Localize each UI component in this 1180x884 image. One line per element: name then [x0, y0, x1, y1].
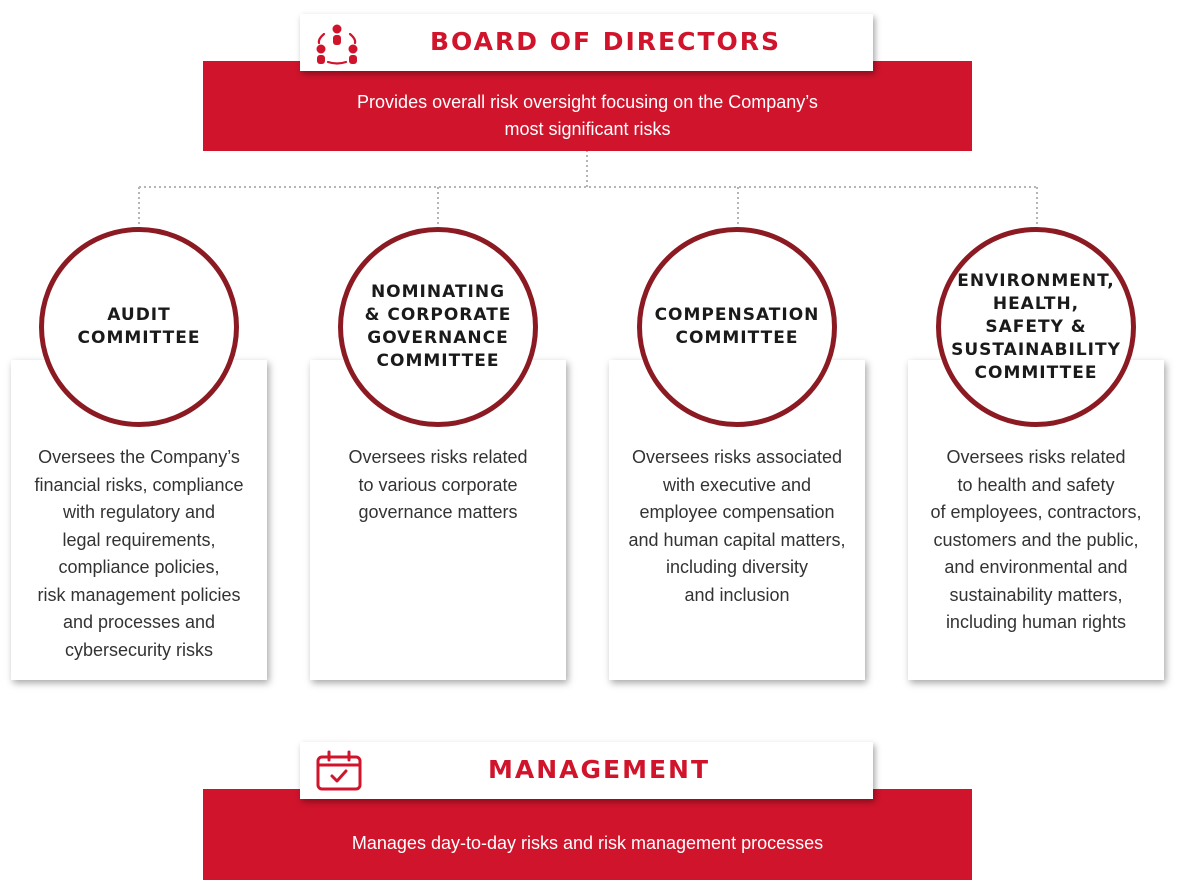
committee-description: Oversees risks related to various corporate governance matters — [348, 447, 528, 522]
committee-name: ENVIRONMENT, HEALTH, SAFETY & SUSTAINABILITY COMMITTEE — [951, 270, 1121, 383]
board-description-bar — [203, 61, 972, 151]
committee-circle-nominating — [338, 227, 538, 427]
management-title-tab — [300, 742, 873, 799]
calendar-check-icon — [315, 750, 363, 797]
management-description-bar — [203, 789, 972, 880]
committee-circle-ehss — [936, 227, 1136, 427]
committee-name: AUDIT COMMITTEE — [77, 305, 201, 348]
management-description: Manages day-to-day risks and risk management processes — [351, 833, 824, 853]
committee-circle-compensation — [637, 227, 837, 427]
committee-description: Oversees risks associated with executive and employee compensation and human capital matters, including diversity and inclusion — [628, 447, 846, 605]
people-meeting-icon — [314, 21, 360, 70]
committee-description: Oversees the Company’s financial risks, compliance with regulatory and legal requirements, compliance policies, risk management policies and processes and cybersecurity risks — [34, 447, 244, 660]
committee-name: COMPENSATION COMMITTEE — [654, 305, 820, 348]
committee-circle-audit — [39, 227, 239, 427]
board-title: BOARD OF DIRECTORS — [430, 27, 782, 56]
board-description: Provides overall risk oversight focusing on the Company’s most significant risks — [357, 92, 818, 139]
board-title-tab — [300, 14, 873, 71]
management-title: MANAGEMENT — [488, 755, 711, 784]
committee-description: Oversees risks related to health and safety of employees, contractors, customers and the public, and environmental and sustainability matters, including human rights — [930, 447, 1142, 632]
committee-name: NOMINATING & CORPORATE GOVERNANCE COMMITTEE — [364, 282, 512, 371]
